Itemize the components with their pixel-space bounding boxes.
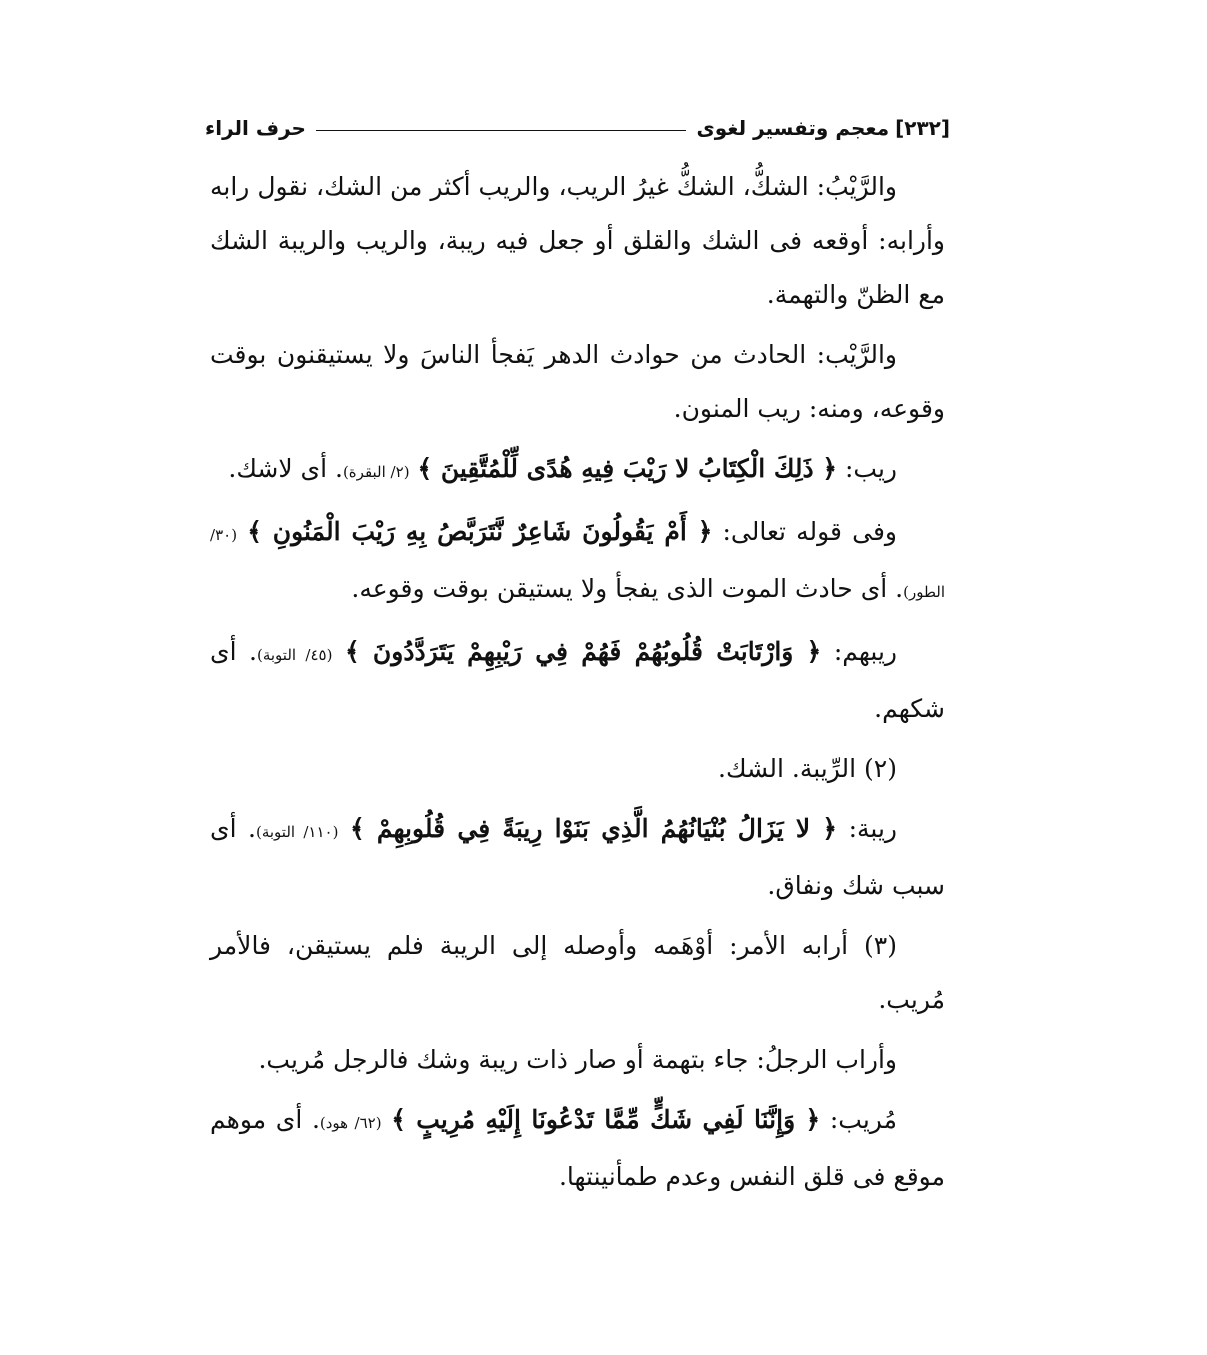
entry-text: . أى لاشك. [228, 454, 343, 483]
verse-reference: (٢/ البقرة) [342, 463, 410, 481]
page-number: [٢٣٢] [895, 116, 950, 140]
entry-text: الحادث من حوادث الدهر يَفجأ الناسَ ولا يستيقنون بوقت وقوعه، ومنه: ريب المنون. [210, 340, 945, 423]
quran-verse: ﴿ لا يَزَالُ بُنْيَانُهُمُ الَّذِي بَنَوْا رِيبَةً فِي قُلُوبِهِمْ ﴾ [349, 814, 838, 843]
entry-term: مُريب: [829, 1105, 897, 1134]
entry-text: أوْهَمه وأوصله إلى الريبة فلم يستيقن، فالأمر مُريب. [210, 931, 945, 1014]
entry-term: والرَّيْب: [816, 340, 897, 369]
entry-term: ريب: [844, 454, 897, 483]
entry-term: ريبهم: [833, 637, 897, 666]
entry-term: (٢) الرِّيبة. [791, 754, 897, 783]
letter-section: حرف الراء [205, 116, 306, 140]
paragraph-1 [210, 160, 945, 322]
header-rule [316, 130, 687, 131]
entry-text: جاء بتهمة أو صار ذات ريبة وشك فالرجل مُريب. [258, 1045, 749, 1074]
paragraph-5 [210, 625, 945, 736]
entry-text: الشكُّ، الشكُّ غيرُ الريب، والريب أكثر من الشك، نقول رابه وأرابه: أوقعه فى الشك والقلق أو جعل فيه ريبة، والريب والريبة الشك مع الظنّ والتهمة. [210, 172, 945, 309]
quran-verse: ﴿ ذَلِكَ الْكِتَابُ لا رَيْبَ فِيهِ هُدًى لِّلْمُتَّقِينَ ﴾ [417, 454, 838, 483]
paragraph-4 [210, 505, 945, 619]
entry-text: الشك. [718, 754, 784, 783]
paragraph-6 [210, 742, 945, 796]
paragraph-3 [210, 442, 945, 499]
page-body [210, 160, 945, 1210]
entry-text: . أى شكهم. [210, 637, 945, 723]
entry-term: وأراب الرجلُ: [756, 1045, 897, 1074]
paragraph-2 [210, 328, 945, 436]
verse-reference: (١١٠/ التوبة) [255, 823, 339, 841]
entry-term: وفى قوله تعالى: [722, 517, 898, 546]
quran-verse: ﴿ أَمْ يَقُولُونَ شَاعِرٌ نَّتَرَبَّصُ بِهِ رَيْبَ الْمَنُونِ ﴾ [247, 517, 713, 546]
quran-verse: ﴿ وَإِنَّنَا لَفِي شَكٍّ مِّمَّا تَدْعُونَا إِلَيْهِ مُرِيبٍ ﴾ [391, 1105, 821, 1134]
entry-text: . أى موهم موقع فى قلق النفس وعدم طمأنينتها. [210, 1105, 945, 1191]
entry-term: ريبة: [848, 814, 897, 843]
entry-term: (٣) أرابه الأمر: [729, 931, 897, 960]
verse-reference: (٦٢/ هود) [319, 1114, 382, 1132]
quran-verse: ﴿ وَارْتَابَتْ قُلُوبُهُمْ فَهُمْ فِي رَيْبِهِمْ يَتَرَدَّدُونَ ﴾ [344, 637, 822, 666]
entry-text: . أى حادث الموت الذى يفجأ ولا يستيقن بوقت وقوعه. [351, 574, 904, 603]
paragraph-7 [210, 802, 945, 913]
verse-reference: (٤٥/ التوبة) [256, 646, 333, 664]
running-header [205, 108, 950, 148]
paragraph-8 [210, 919, 945, 1027]
entry-text: . أى سبب شك ونفاق. [210, 814, 945, 900]
paragraph-9 [210, 1033, 945, 1087]
verse-reference: (٣٠/ الطور) [210, 526, 945, 601]
entry-term: والرَّيْبُ: [816, 172, 897, 201]
book-title: معجم وتفسير لغوى [696, 116, 890, 140]
paragraph-10 [210, 1093, 945, 1204]
